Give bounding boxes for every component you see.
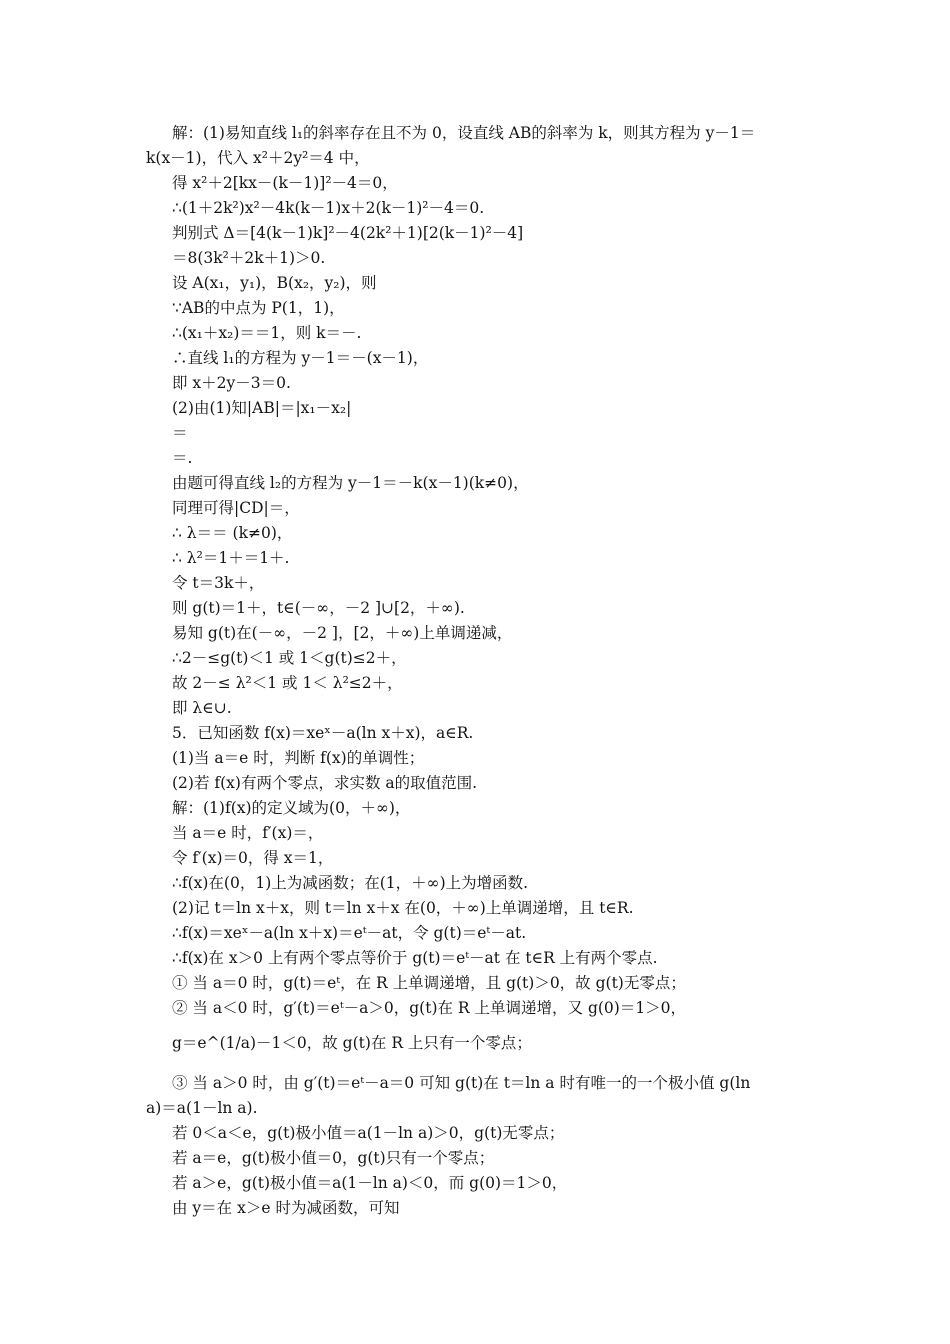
text-line: ∴f(x)在(0，1)上为减函数；在(1，＋∞)上为增函数. — [172, 874, 529, 892]
text-line: 令 f′(x)＝0，得 x＝1， — [172, 849, 334, 867]
text-line: ＝ — [172, 424, 188, 442]
text-line: ∴ λ＝＝ (k≠0)， — [172, 524, 293, 542]
text-line: ＝8(3k²＋2k＋1)＞0. — [172, 249, 326, 267]
text-line: ∴(1＋2k²)x²－4k(k－1)x＋2(k－1)²－4＝0. — [172, 199, 485, 217]
text-line: 即 λ∈∪. — [172, 699, 232, 717]
text-line: ∴2－≤g(t)＜1 或 1＜g(t)≤2＋， — [172, 649, 407, 667]
text-line: g＝e^(1/a)－1＜0，故 g(t)在 R 上只有一个零点； — [172, 1034, 532, 1052]
text-line: ③ 当 a＞0 时，由 g′(t)＝eᵗ－a＝0 可知 g(t)在 t＝ln a 时有唯一的一个极小值 g(ln — [172, 1074, 751, 1092]
text-line: 令 t＝3k＋， — [172, 574, 265, 592]
text-line: 由题可得直线 l₂的方程为 y－1＝－k(x－1)(k≠0)， — [172, 474, 529, 492]
text-line: 即 x＋2y－3＝0. — [172, 374, 291, 392]
text-line: (2)由(1)知|AB|＝|x₁－x₂| — [172, 399, 352, 417]
text-line: ∴f(x)在 x＞0 上有两个零点等价于 g(t)＝eᵗ－at 在 t∈R 上有两个零点. — [172, 949, 658, 967]
text-line: 同理可得|CD|＝， — [172, 499, 300, 517]
text-line: 解：(1)f(x)的定义域为(0，＋∞)， — [172, 799, 411, 817]
text-line: (1)当 a＝e 时，判断 f(x)的单调性； — [172, 749, 425, 767]
text-line: 得 x²＋2[kx－(k－1)]²－4＝0， — [172, 174, 398, 192]
text-line: 故 2－≤ λ²＜1 或 1＜ λ²≤2＋， — [172, 674, 403, 692]
text-line: ① 当 a＝0 时，g(t)＝eᵗ，在 R 上单调递增，且 g(t)＞0，故 g(t)无零点； — [172, 974, 686, 992]
text-line: ∴(x₁＋x₂)＝＝1，则 k＝－. — [172, 324, 362, 342]
text-line: 易知 g(t)在(－∞，－2 ]，[2，＋∞)上单调递减， — [172, 624, 513, 642]
text-line: ∴直线 l₁的方程为 y－1＝－(x－1)， — [172, 349, 429, 367]
text-line: 则 g(t)＝1＋，t∈(－∞，－2 ]∪[2，＋∞). — [172, 599, 465, 617]
text-line: (2)记 t＝ln x＋x，则 t＝ln x＋x 在(0，＋∞)上单调递增，且 t∈R. — [172, 899, 634, 917]
text-line: 若 a＞e，g(t)极小值＝a(1－ln a)＜0，而 g(0)＝1＞0， — [172, 1174, 568, 1192]
text-line: 若 a＝e，g(t)极小值＝0，g(t)只有一个零点； — [172, 1149, 495, 1167]
text-line: (2)若 f(x)有两个零点，求实数 a的取值范围. — [172, 774, 478, 792]
text-line: 当 a＝e 时，f′(x)＝， — [172, 824, 324, 842]
text-line: ∵AB的中点为 P(1，1)， — [172, 299, 345, 317]
text-line: 由 y＝在 x＞e 时为减函数，可知 — [172, 1199, 400, 1217]
text-line: ② 当 a＜0 时，g′(t)＝eᵗ－a＞0，g(t)在 R 上单调递增，又 g(0)＝1＞0， — [172, 999, 687, 1017]
text-line: k(x－1)，代入 x²＋2y²＝4 中， — [146, 149, 370, 167]
text-line: 判别式 Δ＝[4(k－1)k]²－4(2k²＋1)[2(k－1)²－4] — [172, 224, 524, 242]
text-line: a)＝a(1－ln a). — [146, 1099, 258, 1117]
text-line: 若 0＜a＜e，g(t)极小值＝a(1－ln a)＞0，g(t)无零点； — [172, 1124, 565, 1142]
text-line: 5．已知函数 f(x)＝xeˣ－a(ln x＋x)，a∈R. — [172, 724, 474, 742]
text-line: 设 A(x₁，y₁)，B(x₂，y₂)，则 — [172, 274, 377, 292]
text-line: ＝. — [172, 449, 193, 467]
text-line: 解：(1)易知直线 l₁的斜率存在且不为 0，设直线 AB的斜率为 k，则其方程为 y－1＝ — [172, 124, 756, 142]
text-line: ∴f(x)＝xeˣ－a(ln x＋x)＝eᵗ－at，令 g(t)＝eᵗ－at. — [172, 924, 527, 942]
text-line: ∴ λ²＝1＋＝1＋. — [172, 549, 290, 567]
